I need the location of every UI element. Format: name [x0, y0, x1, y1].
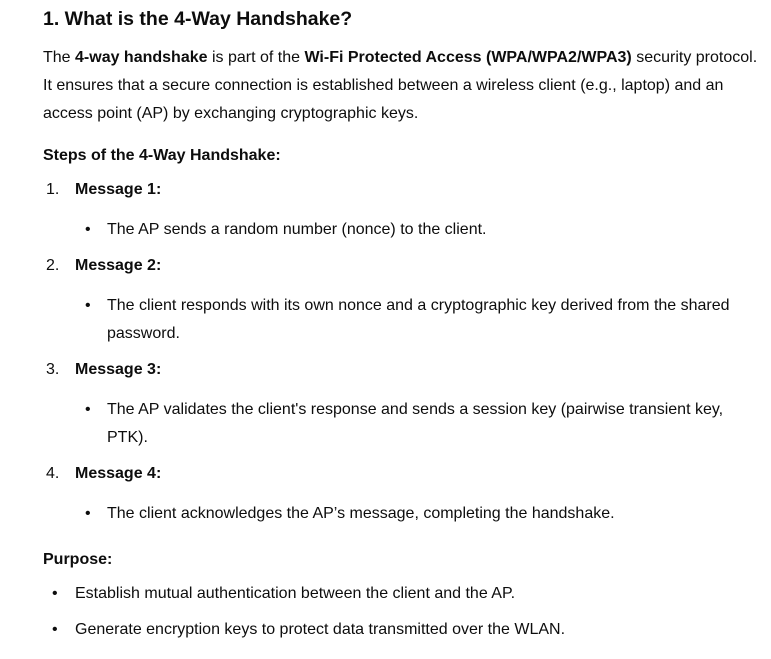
bullet-icon: • — [85, 297, 91, 314]
step-label: Message 4: — [75, 465, 162, 482]
bullet-icon: • — [52, 621, 58, 638]
step-number: 1. — [46, 181, 60, 198]
purpose-heading: Purpose: — [43, 551, 113, 568]
bullet-icon: • — [52, 585, 58, 602]
step-number: 4. — [46, 465, 60, 482]
step-label: Message 2: — [75, 257, 162, 274]
step-number: 3. — [46, 361, 60, 378]
steps-heading: Steps of the 4-Way Handshake: — [43, 147, 281, 164]
step-item — [43, 252, 161, 280]
purpose-text: Establish mutual authentication between the client and the AP. — [75, 585, 516, 602]
step-item — [43, 460, 161, 488]
intro-paragraph — [43, 44, 759, 128]
list-item — [52, 616, 755, 644]
step-label: Message 1: — [75, 181, 162, 198]
step-detail-text: The client acknowledges the AP’s message, completing the handshake. — [107, 505, 615, 522]
step-detail-text: The client responds with its own nonce and a cryptographic key derived from the shared password. — [107, 297, 730, 342]
intro-text-3: security protocol. It ensures that a secure connection is established between a wireless client (e.g., laptop) and an access point (AP) by exchanging cryptographic keys. — [43, 49, 758, 122]
bullet-icon: • — [85, 505, 91, 522]
intro-text-1: The — [43, 49, 76, 66]
intro-bold-1: 4-way handshake — [75, 49, 208, 66]
intro-text-2: is part of the — [207, 49, 305, 66]
step-detail — [85, 500, 757, 528]
step-label: Message 3: — [75, 361, 162, 378]
step-number: 2. — [46, 257, 60, 274]
purpose-text: Generate encryption keys to protect data transmitted over the WLAN. — [75, 621, 566, 638]
step-detail-text: The AP sends a random number (nonce) to the client. — [107, 221, 487, 238]
step-item — [43, 176, 161, 204]
bullet-icon: • — [85, 401, 91, 418]
bullet-icon: • — [85, 221, 91, 238]
step-item — [43, 356, 161, 384]
list-item — [52, 580, 755, 608]
step-detail — [85, 216, 757, 244]
step-detail — [85, 292, 757, 348]
intro-bold-2: Wi-Fi Protected Access (WPA/WPA2/WPA3) — [304, 49, 632, 66]
step-detail — [85, 396, 757, 452]
section-title: 1. What is the 4-Way Handshake? — [43, 8, 353, 30]
step-detail-text: The AP validates the client's response and sends a session key (pairwise transient key, PTK). — [107, 401, 724, 446]
